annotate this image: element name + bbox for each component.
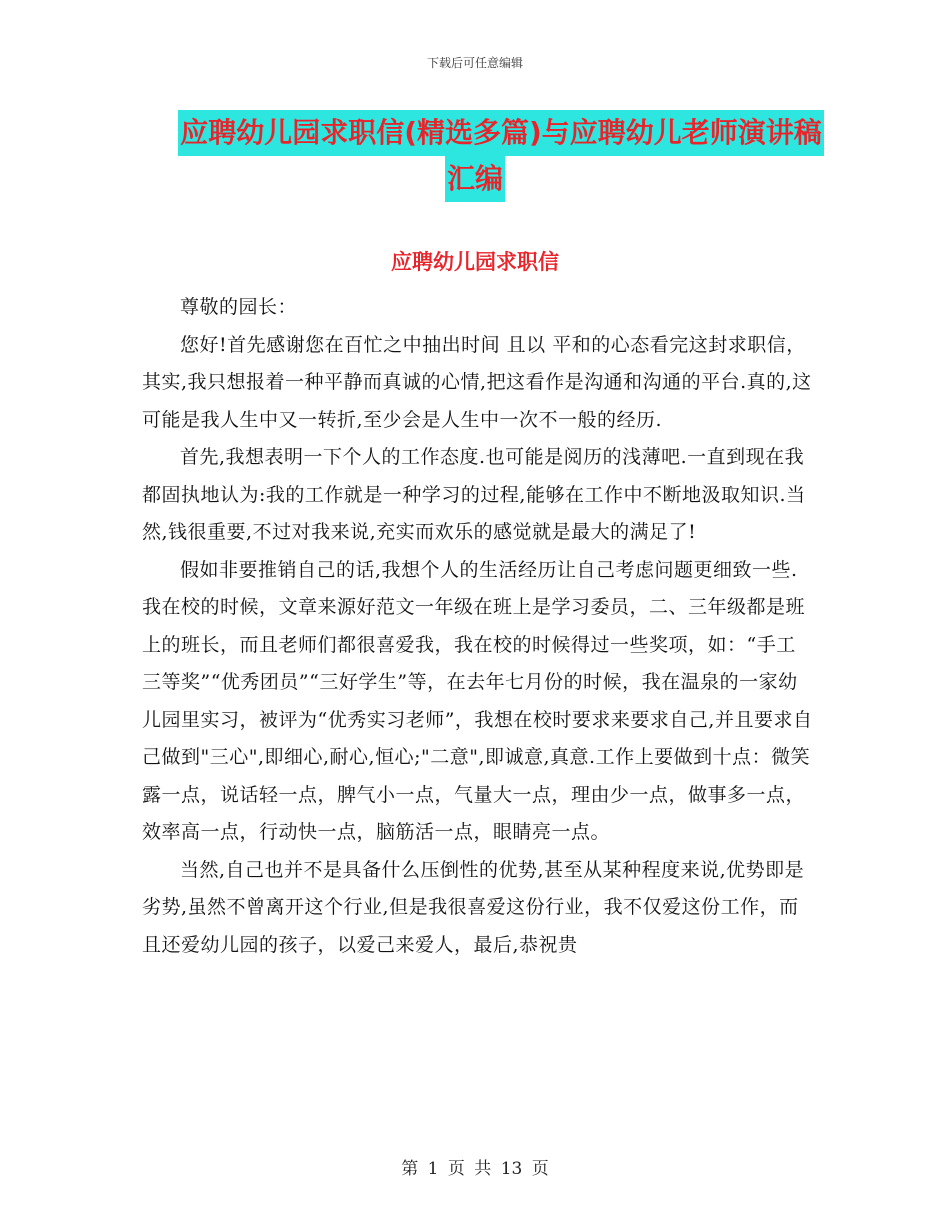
body-paragraph: 您好!首先感谢您在百忙之中抽出时间 且以 平和的心态看完这封求职信，其实,我只想报着一种平静而真诚的心情,把这看作是沟通和沟通的平台.真的,这可能是我人生中又一转折,至少会是人生中一次不一般的经历.: [142, 333, 812, 431]
document-title: [0, 110, 950, 202]
header-note: 下载后可任意编辑: [426, 56, 523, 70]
body-paragraph: 当然,自己也并不是具备什么压倒性的优势,甚至从某种程度来说,优势即是劣势,虽然不曾离开这个行业,但是我很喜爱这份行业，我不仅爱这份工作，而且还爱幼儿园的孩子，以爱己来爱人，最后,恭祝贵: [142, 858, 805, 956]
section-title: 应聘幼儿园求职信: [391, 250, 559, 274]
salutation-paragraph: 尊敬的园长：: [180, 296, 298, 318]
body-paragraph: 假如非要推销自己的话,我想个人的生活经历让自己考虑问题更细致一些.我在校的时候，文章来源好范文一年级在班上是学习委员，二、三年级都是班上的班长，而且老师们都很喜爱我，我在校的时候得过一些奖项，如：“手工三等奖”“优秀团员”“三好学生”等，在去年七月份的时候，我在温泉的一家幼儿园里实习，被评为“优秀实习老师”，我想在校时要求来要求自己,并且要求自己做到"三心",即细心,耐心,恒心;"二意",即诚意,真意.工作上要做到十点：微笑露一点，说话轻一点，脾气小一点，气量大一点，理由少一点，做事多一点，效率高一点，行动快一点，脑筋活一点，眼睛亮一点。: [142, 558, 813, 843]
document-title-line-1: 应聘幼儿园求职信(精选多篇)与应聘幼儿老师演讲稿: [178, 110, 824, 156]
document-title-line-2: 汇编: [445, 156, 505, 202]
document-body: [142, 289, 814, 964]
page-indicator: 第 1 页 共 13 页: [401, 1159, 549, 1179]
body-paragraph: 首先,我想表明一下个人的工作态度.也可能是阅历的浅薄吧.一直到现在我都固执地认为:我的工作就是一种学习的过程,能够在工作中不断地汲取知识.当然,钱很重要,不过对我来说,充实而欢乐的感觉就是最大的满足了!: [142, 446, 806, 543]
